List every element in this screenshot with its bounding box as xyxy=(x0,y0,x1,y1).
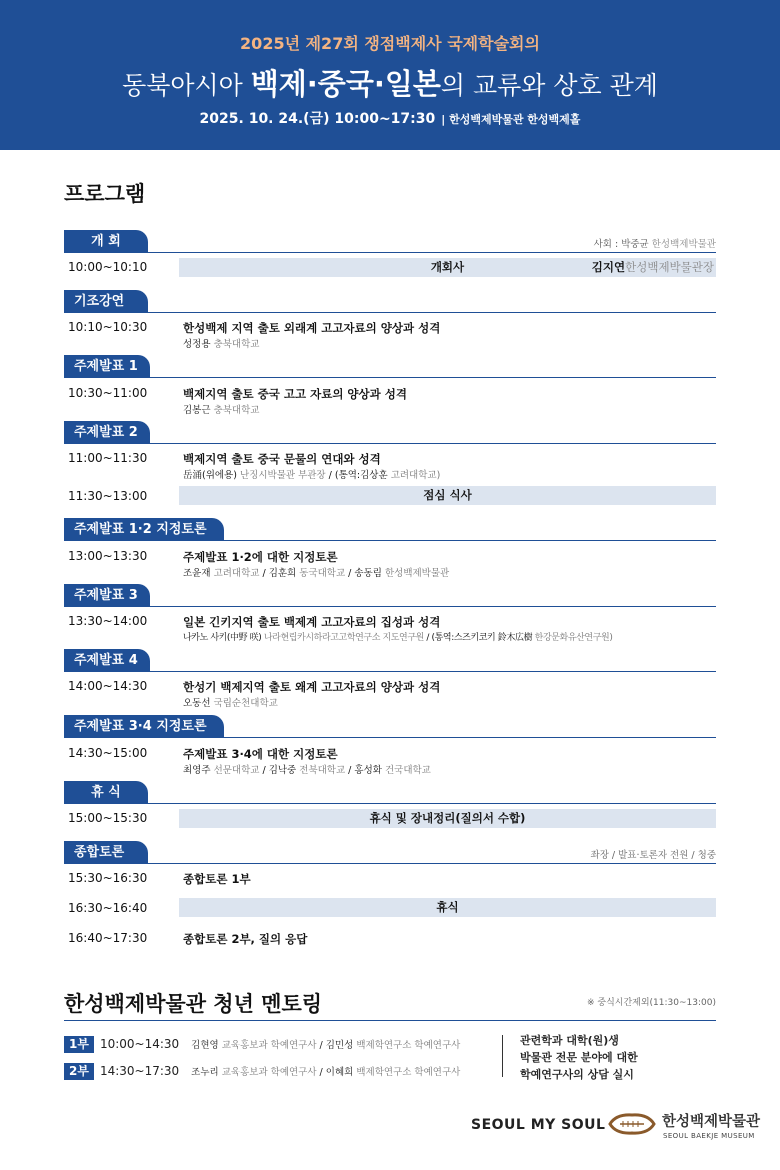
time-label: 16:30~16:40 xyxy=(68,901,148,915)
section-tag-talk4: 주제발표 4 xyxy=(64,649,150,672)
mentoring-heading: 한성백제박물관 청년 멘토링 xyxy=(64,992,323,1016)
mentoring-rule xyxy=(64,1020,716,1021)
break-bar: 휴식 및 장내정리(질의서 수합) xyxy=(179,809,716,828)
session-title: 백제지역 출토 중국 문물의 연대와 성격 xyxy=(183,452,381,466)
mentoring-description: 관련학과 대학(원)생 박물관 전문 분야에 대한 학예연구사의 상담 실시 xyxy=(520,1034,638,1081)
section-tag-talk1: 주제발표 1 xyxy=(64,355,150,378)
presenter: 김봉근 충북대학교 xyxy=(183,405,260,416)
program-heading: 프로그램 xyxy=(64,182,146,206)
section-rule xyxy=(64,377,716,378)
rest-bar: 휴식 xyxy=(179,898,716,917)
time-label: 16:40~17:30 xyxy=(68,931,148,945)
opening-bar: 개회사 김지연한성백제박물관장 xyxy=(179,258,716,277)
event-date: 2025. 10. 24.(금) 10:00~17:30 | 한성백제박물관 한성백제홀 xyxy=(199,111,581,127)
time-label: 13:30~14:00 xyxy=(68,614,148,628)
time-label: 10:30~11:00 xyxy=(68,386,148,400)
presenter: 오동선 국립순천대학교 xyxy=(183,698,278,709)
mentoring-note: ※ 중식시간제외(11:30~13:00) xyxy=(586,998,716,1008)
section-tag-keynote: 기조강연 xyxy=(64,290,148,313)
section-rule xyxy=(64,803,716,804)
mentoring-row: 2부 14:30~17:30 조누리 교육홍보과 학예연구사 / 이혜희 백제학연구소 학예연구사 xyxy=(64,1063,460,1081)
section-tag-general: 종합토론 xyxy=(64,841,148,864)
section-rule xyxy=(64,606,716,607)
session-title: 한성기 백제지역 출토 왜계 고고자료의 양상과 성격 xyxy=(183,680,441,694)
general-note: 좌장 / 발표·토론자 전원 / 청중 xyxy=(590,850,716,861)
divider xyxy=(502,1035,503,1077)
section-tag-talk2: 주제발표 2 xyxy=(64,421,150,444)
header-banner xyxy=(0,0,780,150)
time-label: 13:00~13:30 xyxy=(68,549,148,563)
museum-emblem-icon xyxy=(606,1110,658,1138)
seoul-my-soul-logo: SEOUL MY SOUL xyxy=(471,1117,606,1133)
session-title: 일본 긴키지역 출토 백제계 고고자료의 집성과 성격 xyxy=(183,615,441,629)
time-label: 15:00~15:30 xyxy=(68,811,148,825)
discussants: 조윤재 고려대학교 / 김훈희 동국대학교 / 송동림 한성백제박물관 xyxy=(183,568,450,579)
section-tag-opening: 개 회 xyxy=(64,230,148,253)
mentoring-row: 1부 10:00~14:30 김현영 교육홍보과 학예연구사 / 김민성 백제학연구소 학예연구사 xyxy=(64,1036,460,1054)
time-label: 10:10~10:30 xyxy=(68,320,148,334)
lunch-bar: 점심 식사 xyxy=(179,486,716,505)
discussants: 최영주 선문대학교 / 김낙중 전북대학교 / 홍성화 건국대학교 xyxy=(183,765,431,776)
part-badge: 2부 xyxy=(64,1063,94,1080)
section-rule xyxy=(64,671,716,672)
section-tag-break: 휴 식 xyxy=(64,781,148,804)
time-label: 11:00~11:30 xyxy=(68,451,148,465)
session-title: 종합토론 2부, 질의 응답 xyxy=(183,932,308,946)
section-rule xyxy=(64,863,716,864)
time-label: 15:30~16:30 xyxy=(68,871,148,885)
presenter: 岳涌(위에용) 난징시박물관 부관장 / (통역:김상훈 고려대학교) xyxy=(183,470,441,481)
session-title: 주제발표 1·2에 대한 지정토론 xyxy=(183,550,338,564)
section-rule xyxy=(64,252,716,253)
time-label: 14:00~14:30 xyxy=(68,679,148,693)
presenter: 성정용 충북대학교 xyxy=(183,339,260,350)
event-title: 동북아시아 백제·중국·일본의 교류와 상호 관계 xyxy=(122,67,658,101)
time-label: 14:30~15:00 xyxy=(68,746,148,760)
section-rule xyxy=(64,737,716,738)
section-rule xyxy=(64,443,716,444)
section-rule xyxy=(64,540,716,541)
event-venue: | 한성백제박물관 한성백제홀 xyxy=(441,113,581,126)
session-title: 종합토론 1부 xyxy=(183,872,251,886)
part-badge: 1부 xyxy=(64,1036,94,1053)
session-title: 백제지역 출토 중국 고고 자료의 양상과 성격 xyxy=(183,387,407,401)
section-tag-disc12: 주제발표 1·2 지정토론 xyxy=(64,518,224,541)
time-label: 11:30~13:00 xyxy=(68,489,148,503)
section-tag-talk3: 주제발표 3 xyxy=(64,584,150,607)
session-title: 한성백제 지역 출토 외래계 고고자료의 양상과 성격 xyxy=(183,321,441,335)
event-subtitle: 2025년 제27회 쟁점백제사 국제학술회의 xyxy=(240,34,540,53)
presenter: 나카노 사키(中野 咲) 나라현립카시하라고고학연구소 지도연구원 / (통역:스즈키코키 鈴木広樹 한강문화유산연구원) xyxy=(183,633,613,643)
session-title: 주제발표 3·4에 대한 지정토론 xyxy=(183,747,338,761)
section-tag-disc34: 주제발표 3·4 지정토론 xyxy=(64,715,224,738)
time-label: 10:00~10:10 xyxy=(68,260,148,274)
section-rule xyxy=(64,312,716,313)
host-note: 사회 : 박중균 한성백제박물관 xyxy=(593,239,716,250)
museum-logo: 한성백제박물관 SEOUL BAEKJE MUSEUM xyxy=(606,1110,658,1142)
